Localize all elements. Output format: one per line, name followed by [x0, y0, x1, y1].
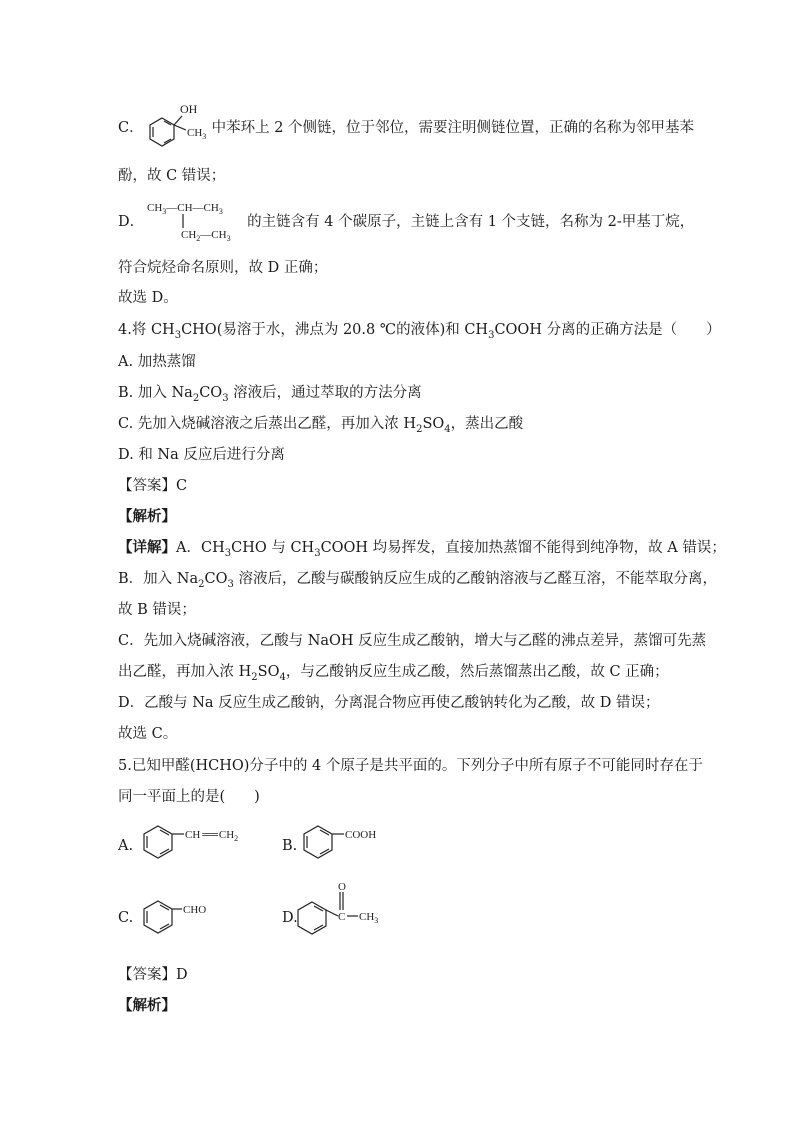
carbonyl-o-label: O [338, 881, 346, 893]
q4-detail-3: 故 B 错误； [118, 602, 196, 618]
q5-option-c-label: C. [118, 910, 134, 926]
q4-detail-7: 故选 C。 [118, 726, 178, 742]
q5-option-d-label: D. [282, 910, 298, 926]
q4-detail-1: 【详解】A．$CH_3CHO$ 与 $CH_3COOH$ 均易挥发，直接加热蒸馏不能得到纯净物，故 A 错误； [118, 539, 726, 559]
cho-label: CHO [183, 904, 207, 916]
q4-detail-4: C．先加入烧碱溶液，乙酸与 NaOH 反应生成乙酸钠，增大与乙醛的沸点差异，蒸馏可先蒸 [118, 633, 707, 649]
q4-answer: 【答案】C [118, 478, 188, 494]
part-d-line2: 符合烷烃命名原则，故 D 正确； [118, 260, 328, 276]
2-methylbutane-structure [145, 198, 255, 244]
svg-text:CH3: $CH_3$ [359, 911, 379, 925]
q5-analysis-title: 【解析】 [118, 997, 176, 1014]
acetophenone-structure [296, 880, 406, 942]
q4-analysis-title: 【解析】 [118, 508, 176, 525]
svg-text:CH3—CH—CH3: $CH_3—CH—CH_3$ [147, 202, 223, 216]
q4-stem: 4.将 $CH_3CHO$(易溶于水，沸点为 20.8 ℃的液体)和 $CH_3COOH$ 分离的正确方法是（ ） [118, 322, 721, 341]
q5-option-a-label: A. [118, 838, 134, 854]
cooh-label: COOH [345, 829, 377, 841]
mol-oh-label: OH [180, 102, 198, 116]
part-d-label: D． [118, 214, 145, 230]
q4-option-d: D. 和 Na 反应后进行分离 [118, 447, 285, 463]
q4-detail-5: 出乙醛，再加入浓 $H_2SO_4$，与乙酸钠反应生成乙酸，然后蒸馏蒸出乙酸，故 C 正确； [118, 664, 669, 683]
benzaldehyde-structure [138, 893, 238, 945]
part-c-line2: 酚，故 C 错误； [118, 168, 226, 184]
svg-text:CH══CH2: CH $══CH_2$ [185, 829, 239, 843]
part-d-text1: 的主链含有 4 个碳原子，主链上含有 1 个支链，名称为 2-甲基丁烷， [247, 214, 695, 230]
svg-text:CH2—CH3: $CH_2—CH_3$ [181, 229, 231, 243]
q4-option-c: C. 先加入烧碱溶液之后蒸出乙醛，再加入浓 $H_2SO_4$，蒸出乙酸 [118, 416, 524, 435]
q5-answer: 【答案】D [118, 967, 188, 983]
styrene-structure [138, 818, 258, 870]
o-cresol-structure [140, 96, 220, 152]
q5-option-b-label: B. [282, 838, 298, 854]
q4-option-a: A. 加热蒸馏 [118, 354, 196, 370]
conclusion-3: 故选 D。 [118, 290, 178, 306]
part-c-label: C． [118, 120, 144, 136]
carbonyl-c-label: C [338, 911, 346, 923]
benzoic-acid-structure [298, 818, 398, 870]
q4-detail-6: D．乙酸与 Na 反应生成乙酸钠，分离混合物应再使乙酸钠转化为乙酸，故 D 错误； [118, 695, 660, 711]
q5-stem-line2: 同一平面上的是( ) [118, 789, 260, 805]
q5-stem-line1: 5.已知甲醛(HCHO)分子中的 4 个原子是共平面的。下列分子中所有原子不可能同时存在于 [118, 758, 703, 774]
mol-ch3-label: $CH_3$ [187, 127, 207, 141]
q4-option-b: B. 加入 $Na_2CO_3$ 溶液后，通过萃取的方法分离 [118, 385, 422, 404]
q4-detail-2: B．加入 $Na_2CO_3$ 溶液后，乙酸与碳酸钠反应生成的乙酸钠溶液与乙醛互溶，不能萃取分离， [118, 571, 717, 590]
part-c-text1: 中苯环上 2 个侧链，位于邻位，需要注明侧链位置，正确的名称为邻甲基苯 [211, 120, 695, 136]
